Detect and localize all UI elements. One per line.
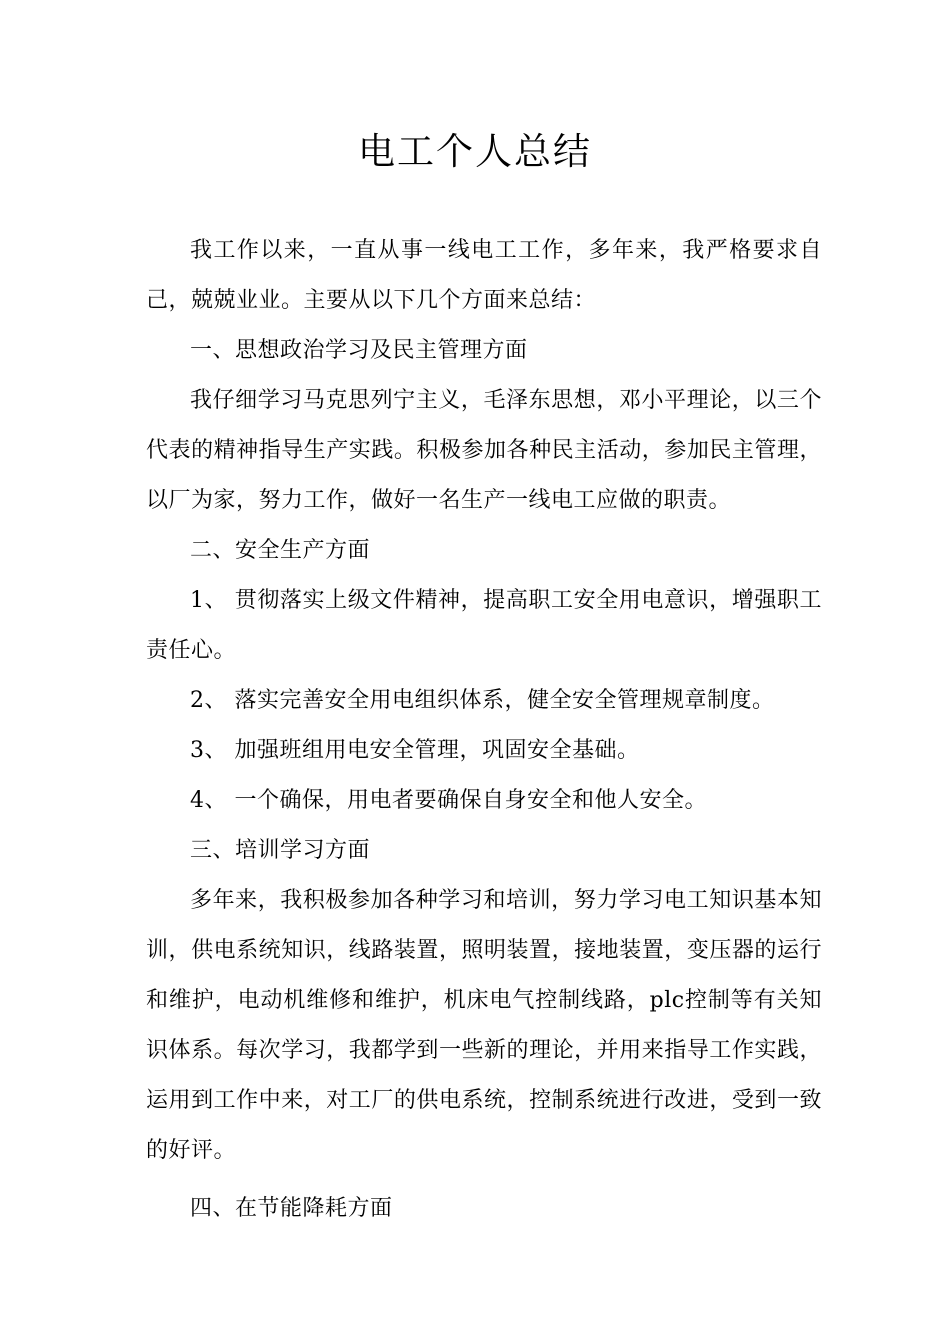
list-item-safety-3: 3、 加强班组用电安全管理，巩固安全基础。 xyxy=(190,738,640,763)
document-body xyxy=(146,226,822,1234)
section-heading-politics: 一、思想政治学习及民主管理方面 xyxy=(190,338,528,363)
paragraph-politics: 我仔细学习马克思列宁主义，毛泽东思想，邓小平理论，以三个代表的精神指导生产实践。积极参加各种民主活动，参加民主管理，以厂为家，努力工作，做好一名生产一线电工应做的职责。 xyxy=(146,388,822,513)
list-item-safety-1: 1、 贯彻落实上级文件精神，提高职工安全用电意识，增强职工责任心。 xyxy=(146,588,822,663)
document-title: 电工个人总结 xyxy=(358,130,592,173)
section-heading-training: 三、培训学习方面 xyxy=(190,838,371,863)
section-heading-energy: 四、在节能降耗方面 xyxy=(190,1196,393,1221)
list-item-safety-4: 4、 一个确保，用电者要确保自身安全和他人安全。 xyxy=(190,788,707,813)
section-heading-safety: 二、安全生产方面 xyxy=(190,538,371,563)
paragraph-intro: 我工作以来，一直从事一线电工工作，多年来，我严格要求自己，兢兢业业。主要从以下几个方面来总结： xyxy=(146,238,822,313)
paragraph-training: 多年来，我积极参加各种学习和培训，努力学习电工知识基本知训，供电系统知识，线路装置，照明装置，接地装置，变压器的运行和维护，电动机维修和维护，机床电气控制线路，plc控制等有关知识体系。每次学习，我都学到一些新的理论，并用来指导工作实践，运用到工作中来，对工厂的供电系统，控制系统进行改进，受到一致的好评。 xyxy=(146,888,822,1163)
paragraph-spacer xyxy=(146,1176,822,1184)
list-item-safety-2: 2、 落实完善安全用电组织体系，健全安全管理规章制度。 xyxy=(190,688,775,713)
